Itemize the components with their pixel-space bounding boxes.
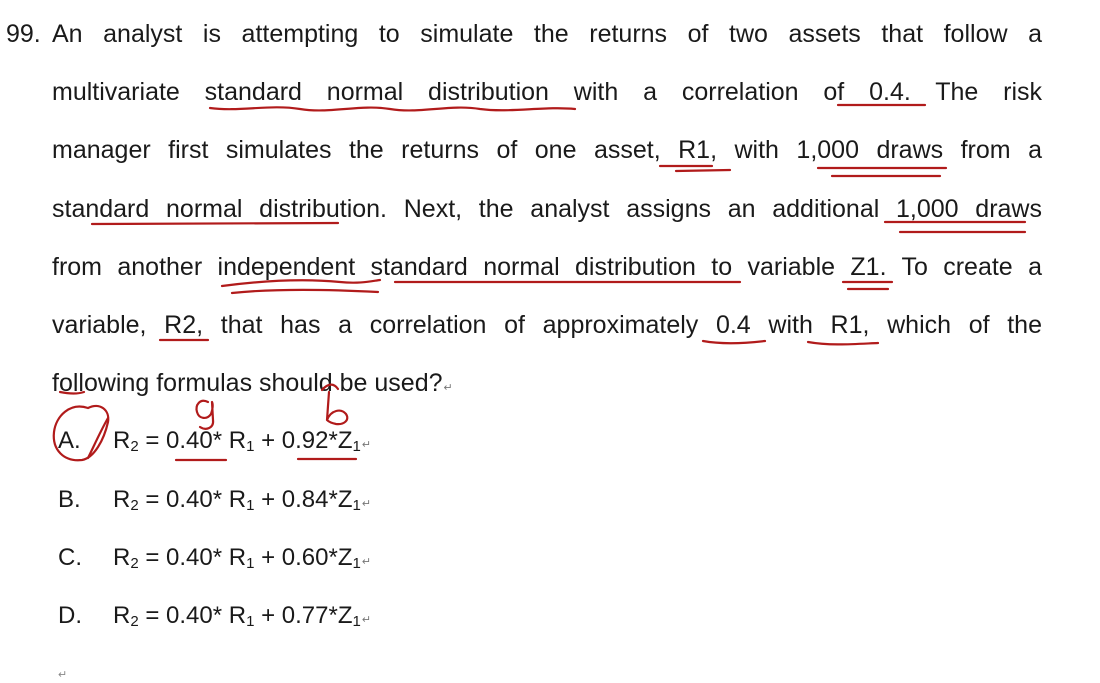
- question-line-1: An analyst is attempting to simulate the returns of two assets that follow a: [52, 20, 1042, 48]
- option-d[interactable]: D. $R_2 = 0.40*$ $R_1$ + $0.77*Z_1↵$: [58, 602, 372, 630]
- question-line-6: variable, R2, that has a correlation of approximately 0.4 with R1, which of the: [52, 311, 1042, 339]
- option-letter: B.: [58, 486, 81, 513]
- end-paragraph-mark: ↵: [58, 669, 68, 681]
- option-c[interactable]: C. $R_2 = 0.40*$ $R_1$ + $0.60*Z_1↵$: [58, 544, 372, 572]
- option-letter: A.: [58, 427, 81, 454]
- option-letter: C.: [58, 544, 82, 571]
- question-line-7: following formulas should be used?↵: [52, 369, 453, 397]
- question-line-3: manager first simulates the returns of one asset, R1, with 1,000 draws from a: [52, 136, 1042, 164]
- option-b[interactable]: B. $R_2 = 0.40*$ $R_1$ + $0.84*Z_1↵$: [58, 486, 372, 514]
- option-letter: D.: [58, 602, 82, 629]
- option-a[interactable]: A. $R_2 = 0.40*$ $R_1$ + $0.92*Z_1↵$: [58, 427, 372, 455]
- ink-underline-independent-second: [232, 290, 378, 293]
- question-line-2: multivariate standard normal distribution with a correlation of 0.4. The risk: [52, 78, 1042, 106]
- ink-underline-r1-line6: [808, 342, 878, 344]
- ink-underline-r1-second: [676, 170, 730, 171]
- paragraph-mark: ↵: [443, 382, 453, 394]
- ink-underline-0-4-line6: [703, 341, 765, 343]
- question-line-4: standard normal distribution. Next, the analyst assigns an additional 1,000 draws: [52, 195, 1042, 223]
- question-number: 99.: [6, 20, 41, 48]
- question-line-5: from another independent standard normal distribution to variable Z1. To create a: [52, 253, 1042, 281]
